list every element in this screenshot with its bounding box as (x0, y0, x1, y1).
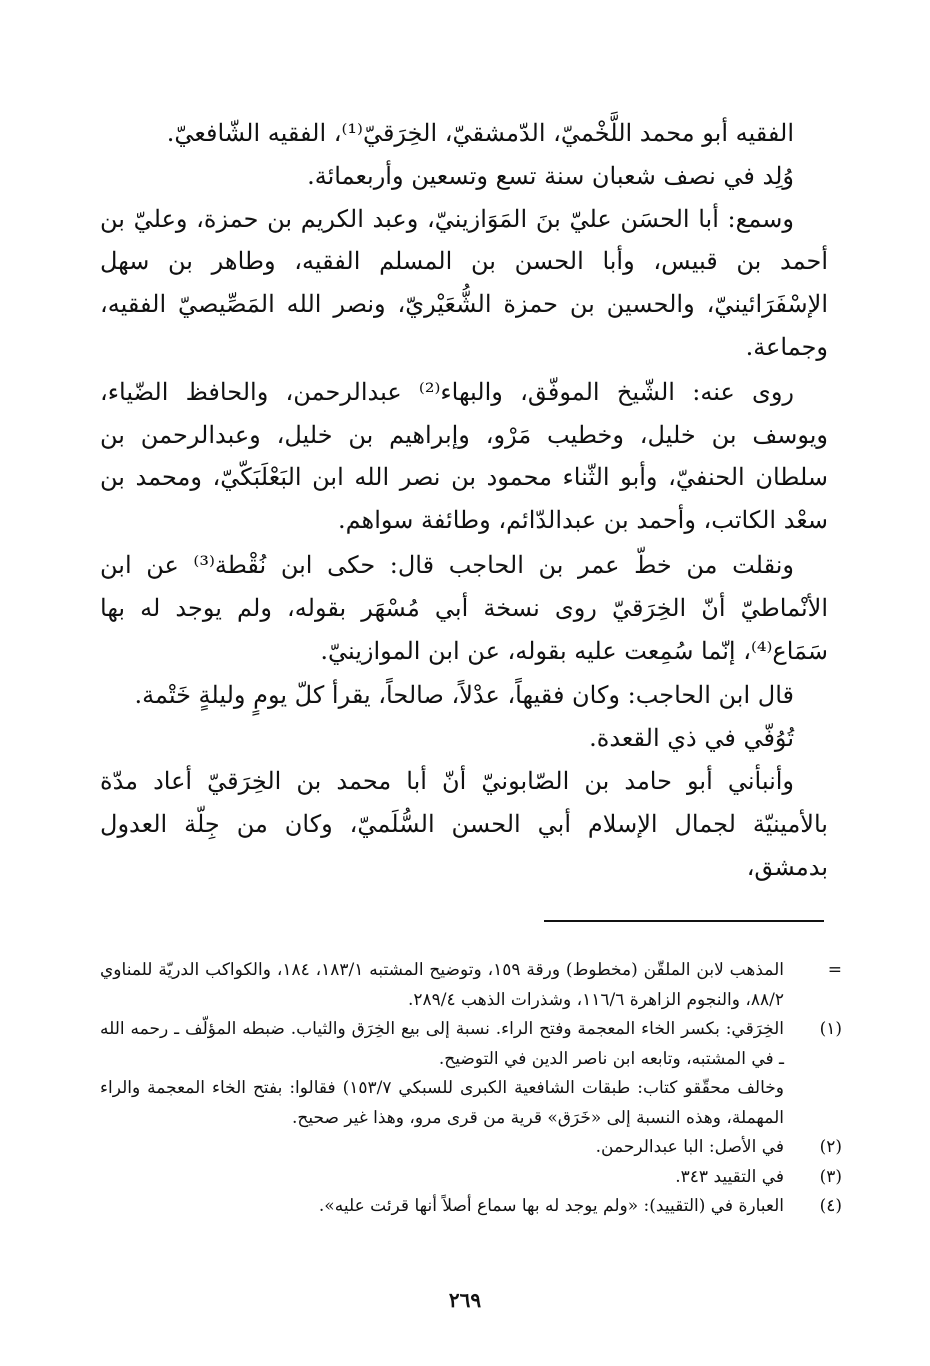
footnote-text: الخِرَقي: بكسر الخاء المعجمة وفتح الراء. نسبة إلى بيع الخِرَق والثياب. ضبطه المؤلّف ـ رحمه الله ـ في المشتبه، وتابعه ابن ناصر الدين في التوضيح. (100, 1019, 784, 1069)
paragraph-4: روى عنه: الشّيخ الموفّق، والبهاء⁽²⁾ عبدالرحمن، والحافظ الضّياء، ويوسف بن خليل، وخطيب مَرْو، وإبراهيم بن خليل، وعبدالرحمن بن سلطان الحنفيّ، وأبو الثّناء محمود بن نصر الله ابن البَعْلَبَكّيّ، ومحمد بن سعْد الكاتب، وأحمد بن عبدالدّائم، وطائفة سواهم. (100, 377, 828, 535)
footnote-text: في الأصل: البا عبدالرحمن. (595, 1137, 784, 1157)
footnote-text: في التقييد ٣٤٣. (675, 1166, 784, 1187)
footnote-3 (100, 1163, 842, 1193)
paragraph-1: الفقيه أبو محمد اللَّخْميّ، الدّمشقيّ، الخِرَقيّ⁽¹⁾، الفقيه الشّافعيّ. (166, 119, 794, 147)
footnote-marker: = (827, 960, 842, 980)
paragraph-5: ونقلت من خطّ عمر بن الحاجب قال: حكى ابن نُقْطة⁽³⁾ عن ابن الأنْماطيّ أنّ الخِرَقيّ روى نسخة أبي مُسْهَر بقوله، ولم يوجد له بها سَمَاع⁽⁴⁾، إنّما سُمِعت عليه بقوله، عن ابن الموازينيّ. (100, 550, 828, 665)
paragraph-8: وأنبأني أبو حامد بن الصّابونيّ أنّ أبا محمد بن الخِرَقيّ أعاد مدّة بالأمينيّة لجمال الإسلام أبي الحسن السُّلَميّ، وكان من جِلّة العدول بدمشق، (100, 766, 828, 881)
paragraph-6: قال ابن الحاجب: وكان فقيهاً، عدْلاً، صالحاً، يقرأ كلّ يومٍ وليلةٍ خَتْمة. (134, 681, 794, 710)
footnote-text: وخالف محقّقو كتاب: طبقات الشافعية الكبرى للسبكي ١٥٣/٧) فقالوا: بفتح الخاء المعجمة والراء المهملة، وهذه النسبة إلى «خَرَق» قرية من قرى مرو، وهذا غير صحيح. (100, 1078, 784, 1128)
footnote-number: (٢) (819, 1137, 842, 1157)
footnote-text: المذهب لابن الملقّن (مخطوط) ورقة ١٥٩، وتوضيح المشتبه ١٨٣/١، ١٨٤، والكواكب الدريّة للمناوي ٨٨/٢، والنجوم الزاهرة ١١٦/٦، وشذرات الذهب ٢٨٩/٤. (100, 960, 784, 1010)
footnote-number: (١) (819, 1019, 842, 1039)
paragraph-7: تُوُفّي في ذي القعدة. (589, 724, 794, 753)
footnote-2 (100, 1133, 842, 1163)
footnote-text: العبارة في (التقييد): «ولم يوجد له بها سماع أصلاً أنها قرئت عليه». (318, 1196, 784, 1216)
paragraph-2: وُلِد في نصف شعبان سنة تسع وتسعين وأربعمائة. (307, 161, 794, 190)
footnote-1 (100, 1015, 842, 1074)
footnotes-block (100, 956, 842, 1222)
footnote-divider (544, 920, 824, 922)
paragraph-3: وسمع: أبا الحسَن عليّ بنَ المَوَازينيّ، وعبد الكريم بن حمزة، وعليّ بن أحمد بن قبيس، وأبا الحسن بن المسلم الفقيه، وطاهر بن سهل الإسْفَرَائينيّ، والحسين بن حمزة الشُّعَيْريّ، ونصر الله المَصِّيصيّ الفقيه، وجماعة. (100, 204, 828, 361)
footnote-1-continued (100, 1074, 842, 1133)
main-text-block (100, 112, 828, 888)
footnote-number: (٤) (819, 1196, 842, 1216)
page-number: ٢٦٩ (448, 1288, 482, 1312)
footnote-number: (٣) (819, 1166, 842, 1187)
footnote-continued (100, 956, 842, 1015)
footnote-4 (100, 1192, 842, 1222)
